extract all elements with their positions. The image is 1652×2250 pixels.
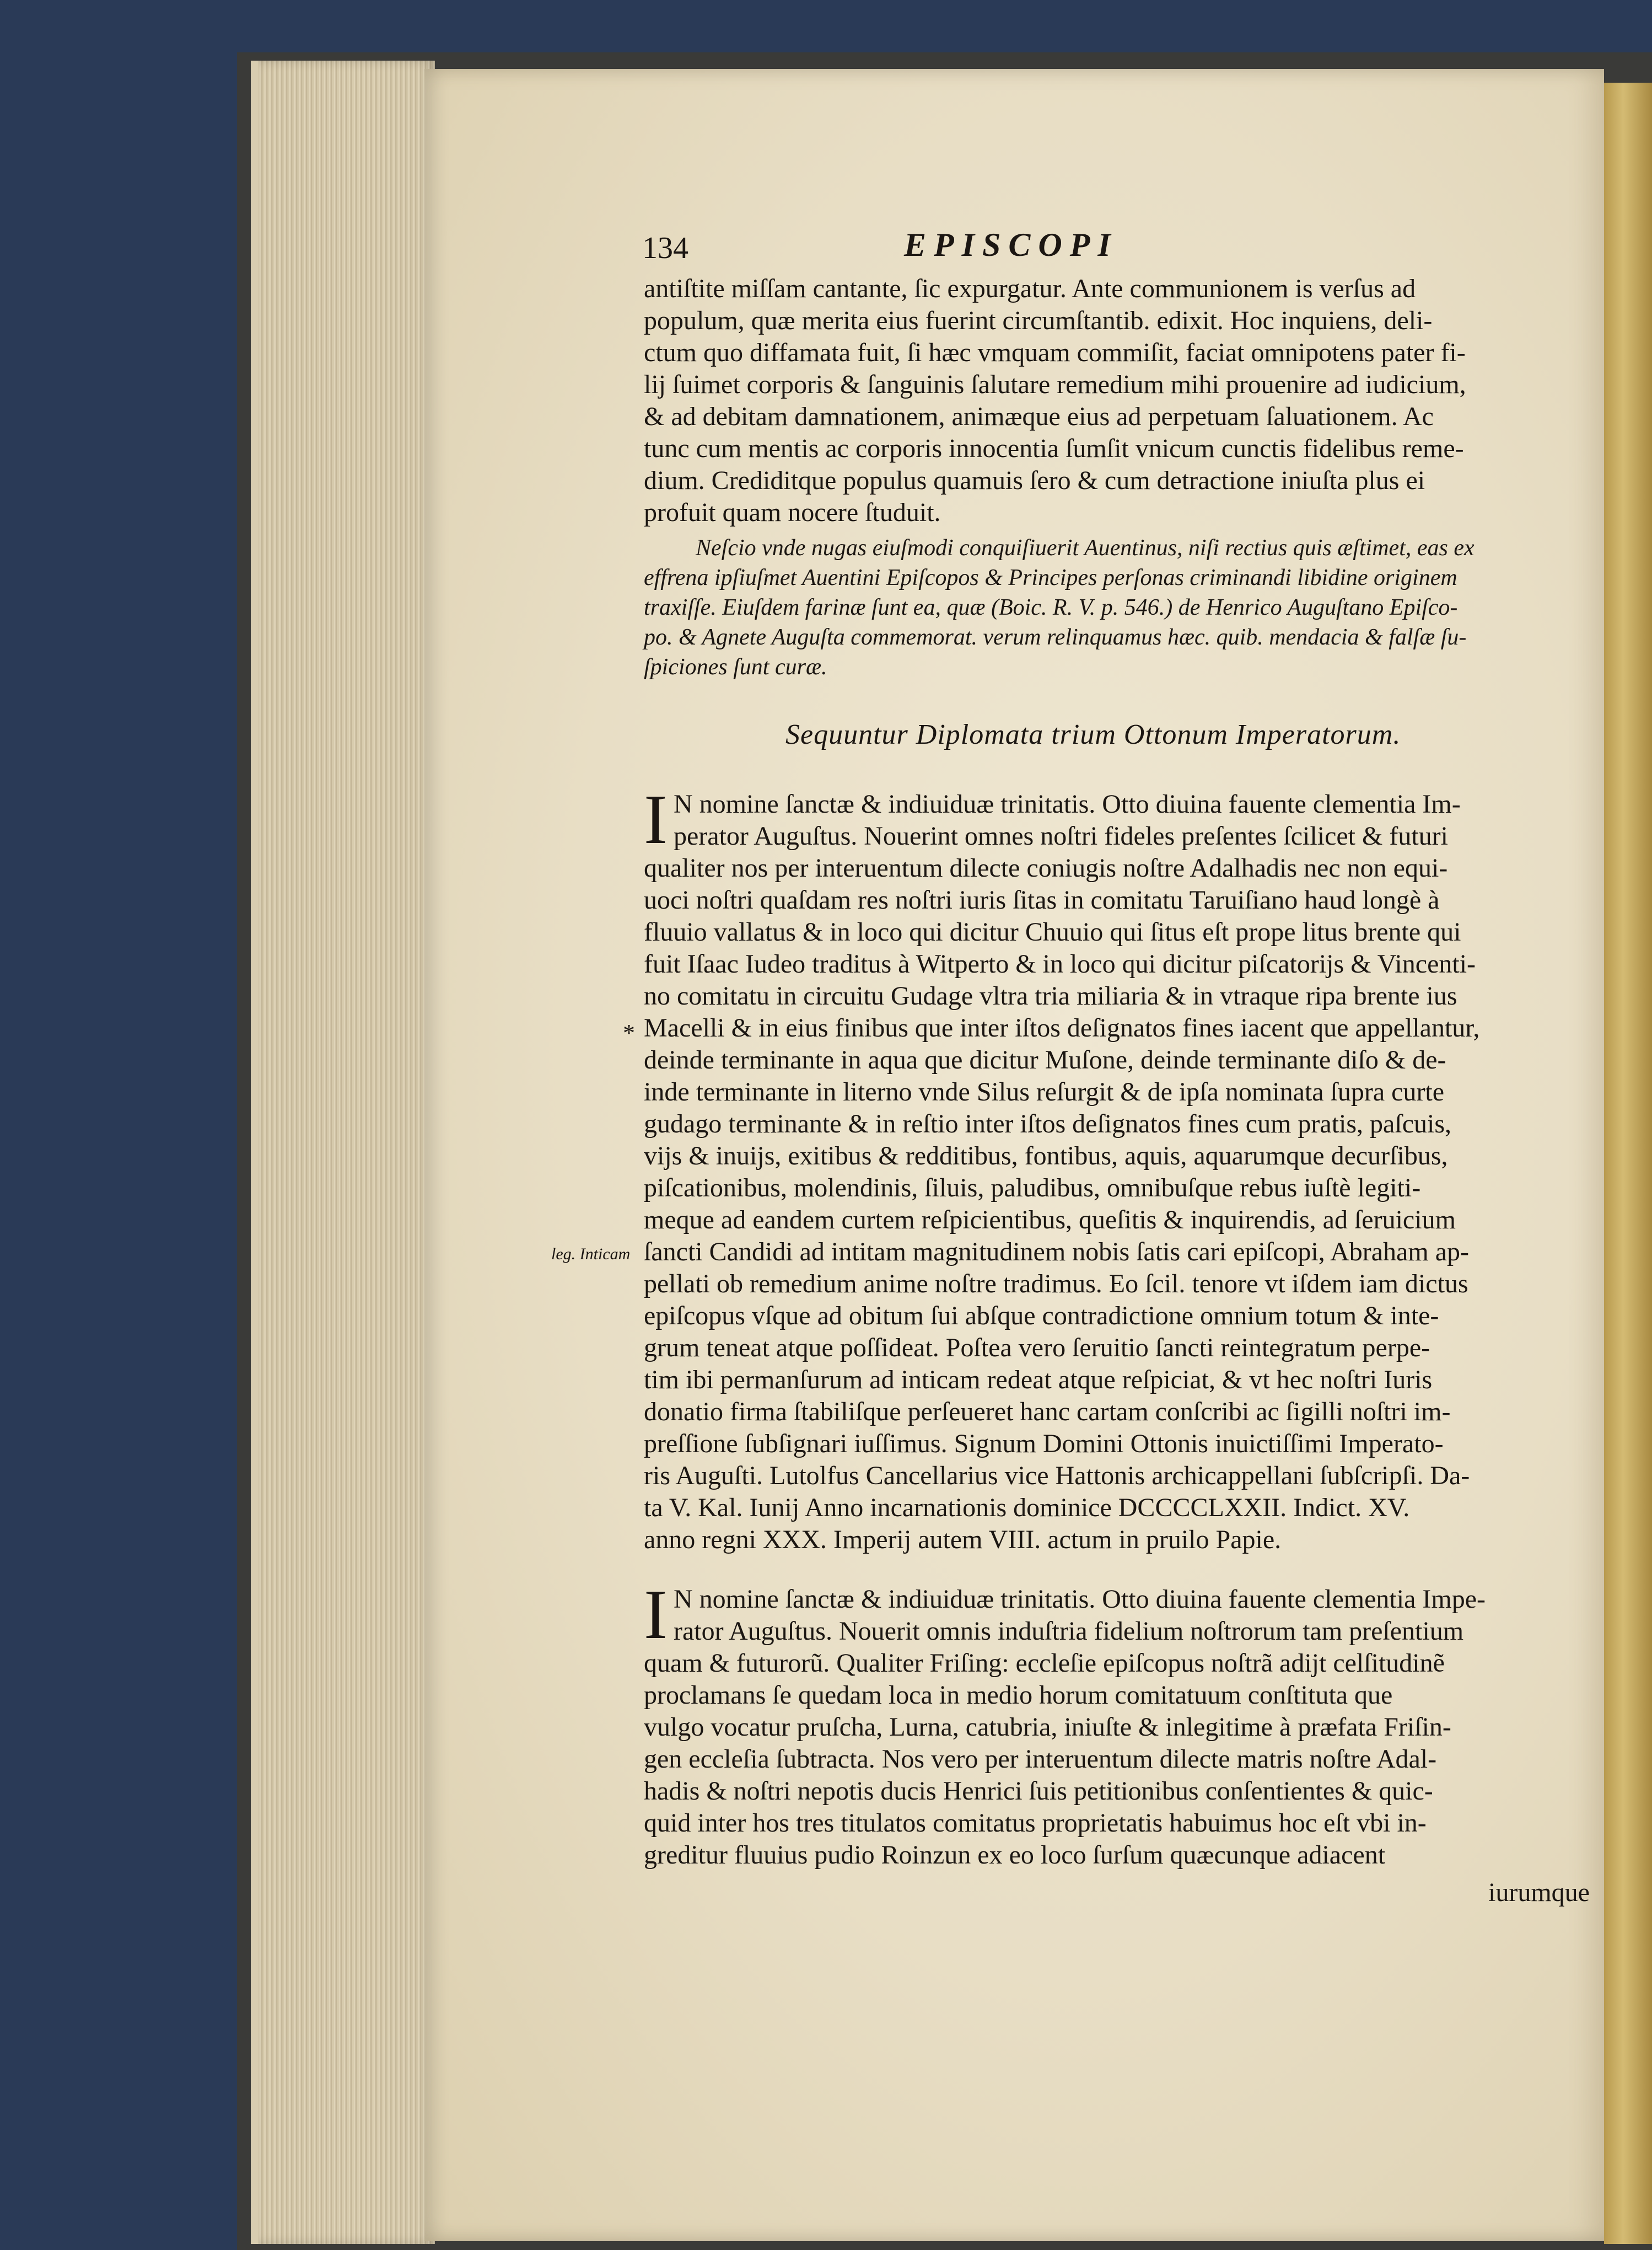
text-line: deinde terminante in aqua que dicitur Muſone, deinde terminante diſo & de- (644, 1045, 1446, 1075)
text-line: hadis & noſtri nepotis ducis Henrici ſuis petitionibus conſentientes & quic- (644, 1776, 1433, 1806)
running-head: EPISCOPI (904, 227, 1118, 263)
text-line: gen eccleſia ſubtracta. Nos vero per interuentum dilecte matris noſtre Adal- (644, 1744, 1437, 1774)
text-line: & ad debitam damnationem, animæque eius ad perpetuam ſaluationem. Ac (644, 402, 1434, 431)
text-line: piſcationibus, molendinis, ſiluis, paludibus, omnibuſque rebus iuſtè legiti- (644, 1173, 1421, 1202)
text-line: epiſcopus vſque ad obitum ſui abſque contradictione omnium totum & inte- (644, 1301, 1439, 1330)
text-line: grum teneat atque poſſideat. Poſtea vero ſeruitio ſancti reintegratum perpe- (644, 1333, 1430, 1362)
text-line: tunc cum mentis ac corporis innocentia ſumſit vnicum cunctis fidelibus reme- (644, 434, 1464, 463)
text-line: ta V. Kal. Iunij Anno incarnationis dominice DCCCCLXXII. Indict. XV. (644, 1493, 1410, 1522)
text-line: ris Auguſti. Lutolfus Cancellarius vice Hattonis archicappellani ſubſcripſi. Da- (644, 1461, 1470, 1490)
text-line: ctum quo diffamata fuit, ſi hæc vmquam commiſit, faciat omnipotens pater fi- (644, 338, 1466, 367)
text-line: inde terminante in literno vnde Silus reſurgit & de ipſa nominata ſupra curte (644, 1077, 1445, 1107)
margin-note: leg. Inticam (551, 1245, 631, 1263)
drop-cap: I (644, 1575, 668, 1653)
gloss-line: ſpiciones ſunt curæ. (644, 654, 827, 680)
text-line: preſſione ſubſignari iuſſimus. Signum Domini Ottonis inuictiſſimi Imperato- (644, 1429, 1444, 1458)
gloss-line: effrena ipſiuſmet Auentini Epiſcopos & Principes perſonas criminandi libidine originem (644, 565, 1457, 590)
gloss-line: traxiſſe. Eiuſdem farinæ ſunt ea, quæ (Boic. R. V. p. 546.) de Henrico Auguſtano Epiſco- (644, 595, 1458, 620)
text-line: profuit quam nocere ſtuduit. (644, 498, 941, 527)
text-line: populum, quæ merita eius fuerint circumſtantib. edixit. Hoc inquiens, deli- (644, 306, 1433, 335)
text-line: vijs & inuijs, exitibus & redditibus, fontibus, aquis, aquarumque decurſibus, (644, 1141, 1448, 1170)
gloss-line: po. & Agnete Auguſta commemorat. verum relinquamus hæc. quib. mendacia & falſæ ſu- (644, 625, 1467, 650)
text-line: proclamans ſe quedam loca in medio horum comitatuum conſtituta que (644, 1680, 1393, 1710)
text-line: lij ſuimet corporis & ſanguinis ſalutare remedium mihi prouenire ad iudicium, (644, 370, 1466, 399)
text-line: dium. Crediditque populus quamuis ſero & cum detractione iniuſta plus ei (644, 466, 1425, 495)
text-line: gudago terminante & in reſtio inter iſtos deſignatos fines cum pratis, paſcuis, (644, 1109, 1452, 1139)
text-line: perator Auguſtus. Nouerint omnes noſtri fideles preſentes ſcilicet & futuri (674, 821, 1448, 851)
text-line: anno regni XXX. Imperij autem VIII. actum in pruilo Papie. (644, 1525, 1282, 1554)
text-line: tim ibi permanſurum ad inticam redeat atque reſpiciat, & vt hec noſtri Iuris (644, 1365, 1433, 1394)
text-line: Macelli & in eius finibus que inter iſtos deſignatos fines iacent que appellantur, (644, 1013, 1480, 1043)
text-line: antiſtite miſſam cantante, ſic expurgatur. Ante communionem is verſus ad (644, 274, 1416, 303)
text-line: meque ad eandem curtem reſpicientibus, queſitis & inquirendis, ad ſeruicium (644, 1205, 1456, 1234)
text-line: rator Auguſtus. Nouerit omnis induſtria fidelium noſtrorum tam preſentium (674, 1617, 1464, 1646)
text-line: vulgo vocatur pruſcha, Lurna, catubria, iniuſte & inlegitime à præfata Friſin- (644, 1712, 1451, 1742)
text-line: greditur fluuius pudio Roinzun ex eo loco ſurſum quæcunque adiacent (644, 1840, 1386, 1870)
text-line: N nomine ſanctæ & indiuiduæ trinitatis. Otto diuina fauente clementia Im- (674, 790, 1461, 819)
text-line: pellati ob remedium anime noſtre tradimus. Eo ſcil. tenore vt iſdem iam dictus (644, 1269, 1468, 1298)
text-line: qualiter nos per interuentum dilecte coniugis noſtre Adalhadis nec non equi- (644, 853, 1448, 883)
text-line: quid inter hos tres titulatos comitatus proprietatis habuimus hoc eſt vbi in- (644, 1808, 1427, 1838)
text-line: quam & futurorũ. Qualiter Friſing: eccleſie epiſcopus noſtrã adijt celſitudinẽ (644, 1648, 1445, 1678)
gloss-line: Neſcio vnde nugas eiuſmodi conquiſiuerit Auentinus, niſi rectius quis æſtimet, eas ex (696, 535, 1475, 561)
facing-page-edge (1604, 83, 1652, 2244)
margin-asterisk: * (623, 1019, 635, 1046)
text-line: N nomine ſanctæ & indiuiduæ trinitatis. Otto diuina fauente clementia Impe- (674, 1585, 1486, 1614)
text-line: fluuio vallatus & in loco qui dicitur Chuuio qui ſitus eſt prope litus brente qui (644, 917, 1461, 947)
text-line: ſancti Candidi ad intitam magnitudinem nobis ſatis cari epiſcopi, Abraham ap- (644, 1237, 1469, 1266)
page-number: 134 (642, 231, 688, 265)
section-heading: Sequuntur Diplomata trium Ottonum Imperatorum. (785, 719, 1401, 750)
drop-cap: I (644, 780, 668, 858)
page-edges (251, 61, 435, 2244)
text-line: no comitatu in circuitu Gudage vltra tria miliaria & in vtraque ripa brente ius (644, 981, 1457, 1011)
text-line: uoci noſtri quaſdam res noſtri iuris ſitas in comitatu Taruiſiano haud longè à (644, 885, 1440, 915)
text-line: donatio firma ſtabiliſque perſeueret hanc cartam conſcribi ac ſigilli noſtri im- (644, 1397, 1451, 1426)
catchword: iurumque (1488, 1878, 1590, 1907)
text-line: fuit Iſaac Iudeo traditus à Witperto & in loco qui dicitur piſcatorijs & Vincenti- (644, 949, 1476, 979)
